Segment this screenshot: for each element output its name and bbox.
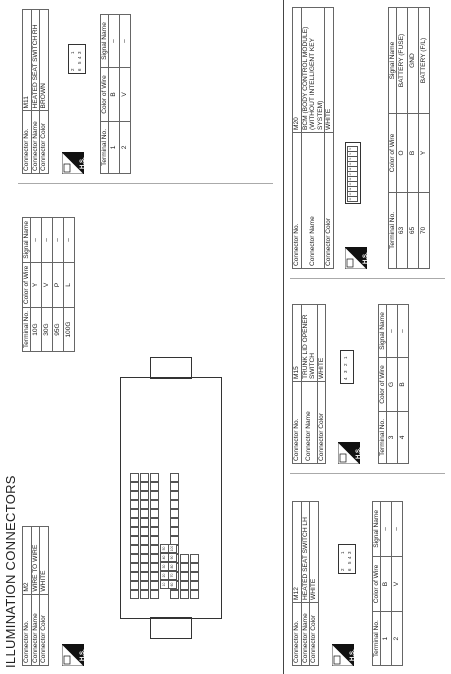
m11-r1-t: 2 (120, 121, 131, 173)
m12-header-table (292, 501, 319, 666)
table-row (120, 15, 131, 174)
m20-pin: 64 (347, 186, 358, 192)
m2-pin (150, 536, 159, 545)
m11-connector-name-label: Connector Name (31, 111, 40, 174)
m2-pin (170, 518, 179, 527)
m2-pin (130, 491, 139, 500)
m20-r2-c: Y (419, 114, 430, 193)
m12-pin-5: 5 (347, 561, 352, 564)
m20-header-table (292, 7, 334, 269)
m15-r1-c: B (398, 358, 409, 412)
m2-pin-label: 60 (168, 580, 177, 589)
m2-pin (140, 527, 149, 536)
m2-r0-s: – (31, 218, 42, 263)
m2-pin (190, 590, 199, 599)
m2-r3-c: L (64, 262, 75, 307)
m11-pin-5: 5 (77, 61, 82, 64)
m2-pin (130, 518, 139, 527)
m2-r1-t: 30G (42, 308, 53, 352)
m2-pin (180, 563, 189, 572)
m2-pin (170, 527, 179, 536)
m11-r0-c: B (109, 68, 120, 122)
m2-th-color: Color of Wire (23, 262, 31, 307)
m2-r2-t: 95G (53, 308, 64, 352)
m2-pin (130, 500, 139, 509)
m15-th-color: Color of Wire (379, 358, 387, 412)
m2-signal-table (22, 217, 75, 352)
m15-pin-2: 2 (343, 363, 348, 366)
m2-pin (180, 554, 189, 563)
m2-connector-no-label: Connector No. (23, 594, 32, 665)
m12-th-signal: Signal Name (373, 502, 381, 557)
m2-pin (150, 563, 159, 572)
m2-pin (150, 491, 159, 500)
m2-r0-t: 10G (31, 308, 42, 352)
m20-r1-s: GND (408, 8, 419, 114)
m2-header-table (22, 526, 49, 666)
m2-pin (130, 581, 139, 590)
m2-pin-label: 100 (168, 544, 177, 553)
m11-header-table (22, 9, 49, 174)
m2-pin (130, 563, 139, 572)
m15-header-table (292, 304, 326, 464)
table-row (398, 305, 409, 464)
m2-pin (180, 581, 189, 590)
m2-pin (150, 509, 159, 518)
table-row (53, 218, 64, 352)
m11-r0-t: 1 (109, 121, 120, 173)
table-row (397, 8, 408, 269)
m2-pin (130, 473, 139, 482)
m2-pin-label: 40 (160, 553, 169, 562)
m2-pin (140, 563, 149, 572)
m15-pin-1: 1 (343, 356, 348, 359)
m2-pin (140, 554, 149, 563)
m11-signal-table (100, 14, 131, 174)
m11-th-color: Color of Wire (101, 68, 109, 122)
m2-pin (170, 491, 179, 500)
page-title: ILLUMINATION CONNECTORS (3, 475, 18, 668)
m20-r0-c: O (397, 114, 408, 193)
m2-pin (140, 482, 149, 491)
m2-connector-no: M2 (23, 527, 32, 595)
m15-th-terminal: Terminal No. (379, 411, 387, 463)
m2-pin (140, 491, 149, 500)
m15-connector-no-label: Connector No. (293, 382, 302, 464)
m12-pin-4: 4 (347, 556, 352, 559)
m2-pin (140, 500, 149, 509)
m2-pin (140, 545, 149, 554)
m12-th-terminal: Terminal No. (373, 612, 381, 666)
m20-pin: 69 (347, 161, 358, 167)
m2-pin (140, 473, 149, 482)
m2-r3-s: – (64, 218, 75, 263)
m11-connector-name: HEATED SEAT SWITCH RH (31, 10, 40, 111)
m2-pin (140, 509, 149, 518)
m15-connector-name-label: Connector Name (301, 382, 317, 464)
m20-connector-color: WHITE (325, 8, 334, 133)
m20-th-signal: Signal Name (389, 8, 397, 114)
m2-connector-name-label: Connector Name (31, 594, 40, 665)
m2-pin (190, 581, 199, 590)
m20-pin: 66 (347, 176, 358, 182)
m11-pin-2: 2 (70, 68, 75, 71)
m11-connector-color-label: Connector Color (40, 111, 49, 174)
m15-r0-t: 3 (387, 411, 398, 463)
m12-r0-s: – (381, 502, 392, 557)
m15-hs-label: H.S. (356, 447, 362, 459)
m20-signal-table (388, 7, 430, 269)
m2-pin-label: 50 (160, 544, 169, 553)
m12-connector-no-label: Connector No. (293, 602, 302, 665)
m12-pin-6: 6 (347, 568, 352, 571)
m12-r0-c: B (381, 556, 392, 612)
m15-r1-t: 4 (398, 411, 409, 463)
m20-r1-t: 65 (408, 192, 419, 268)
m2-pin-label: 10 (160, 580, 169, 589)
m20-pin: 70 (347, 156, 358, 162)
table-row (408, 8, 419, 269)
m2-pin (130, 572, 139, 581)
m2-pin (150, 554, 159, 563)
m2-hs-label: H.S. (80, 649, 86, 661)
m11-th-signal: Signal Name (101, 15, 109, 68)
m15-connector-color-label: Connector Color (317, 382, 326, 464)
m11-pin-3: 3 (77, 51, 82, 54)
m11-hs-label: H.S. (80, 157, 86, 169)
m20-r0-s: BATTERY (FUSE) (397, 8, 408, 114)
column-divider (290, 278, 445, 279)
m2-connector-name: WIRE TO WIRE (31, 527, 40, 595)
m2-pin (140, 536, 149, 545)
m20-th-terminal: Terminal No. (389, 192, 397, 268)
m2-pin (140, 518, 149, 527)
m2-pin (190, 563, 199, 572)
m2-pin (150, 545, 159, 554)
m2-pin (150, 518, 159, 527)
m11-th-terminal: Terminal No. (101, 121, 109, 173)
m15-connector-color: WHITE (317, 305, 326, 382)
m11-connector-no: M11 (23, 10, 32, 111)
m12-connector-name-label: Connector Name (301, 602, 310, 665)
m2-pin (130, 545, 139, 554)
m2-pin (150, 590, 159, 599)
m2-pin (180, 590, 189, 599)
m20-r2-s: BATTERY (F/L) (419, 8, 430, 114)
m2-pin-label: 70 (168, 571, 177, 580)
m2-connector-color-label: Connector Color (40, 594, 49, 665)
m2-pin (140, 572, 149, 581)
m12-r1-t: 2 (392, 612, 403, 666)
m20-pin: 63 (347, 191, 358, 197)
m11-pin-6: 6 (77, 68, 82, 71)
m12-pin-1: 1 (340, 551, 345, 554)
m20-r1-c: B (408, 114, 419, 193)
m2-pin (130, 536, 139, 545)
column-divider (18, 183, 273, 184)
m15-th-signal: Signal Name (379, 305, 387, 358)
m2-r2-s: – (53, 218, 64, 263)
table-row (381, 502, 392, 666)
m2-r0-c: Y (31, 262, 42, 307)
m2-pin-label: 90 (168, 553, 177, 562)
m2-connector-tab-left (150, 617, 192, 639)
m2-pin (130, 554, 139, 563)
m11-pin-1: 1 (70, 51, 75, 54)
m15-r0-c: G (387, 358, 398, 412)
m2-pin (170, 473, 179, 482)
m2-pin (150, 473, 159, 482)
table-row (109, 15, 120, 174)
m2-pin (140, 581, 149, 590)
m20-connector-no-label: Connector No. (293, 133, 302, 269)
m20-th-color: Color of Wire (389, 114, 397, 193)
table-row (419, 8, 430, 269)
m2-pin (130, 482, 139, 491)
m2-r3-t: 100G (64, 308, 75, 352)
section-divider (283, 0, 284, 674)
m2-pin (150, 572, 159, 581)
table-row (64, 218, 75, 352)
m20-connector-color-label: Connector Color (325, 133, 334, 269)
m20-connector-name: BCM (BODY CONTROL MODULE) (WITHOUT INTELLIGENT KEY SYSTEM) (301, 8, 325, 133)
m2-pin (180, 572, 189, 581)
m2-pin (150, 581, 159, 590)
m20-pin: 67 (347, 171, 358, 177)
m11-connector-color: BROWN (40, 10, 49, 111)
m2-pin (150, 500, 159, 509)
m2-pin (170, 590, 179, 599)
m2-pin (140, 590, 149, 599)
m12-r1-c: V (392, 556, 403, 612)
table-row (387, 305, 398, 464)
m2-pin (150, 527, 159, 536)
m2-connector-color: WHITE (40, 527, 49, 595)
m2-pin-label: 20 (160, 571, 169, 580)
m11-connector-no-label: Connector No. (23, 111, 32, 174)
m15-pin-3: 3 (343, 370, 348, 373)
m12-connector-no: M12 (293, 502, 302, 603)
m20-pin: 68 (347, 166, 358, 172)
m20-connector-name-label: Connector Name (301, 133, 325, 269)
m12-signal-table (372, 501, 403, 666)
m20-r2-t: 70 (419, 192, 430, 268)
m2-th-signal: Signal Name (23, 218, 31, 263)
m12-r1-s: – (392, 502, 403, 557)
m11-r1-c: V (120, 68, 131, 122)
m2-pin (170, 500, 179, 509)
m12-connector-color: WHITE (310, 502, 319, 603)
m11-r0-s: – (109, 15, 120, 68)
m12-connector-name: HEATED SEAT SWITCH LH (301, 502, 310, 603)
m2-pin-label: 30 (160, 562, 169, 571)
m2-pin (190, 572, 199, 581)
column-divider (290, 473, 445, 474)
m2-pin (130, 527, 139, 536)
table-row (42, 218, 53, 352)
m2-connector-tab-right (150, 357, 192, 379)
m12-connector-color-label: Connector Color (310, 602, 319, 665)
m20-r0-t: 63 (397, 192, 408, 268)
m20-connector-no: M20 (293, 8, 302, 133)
m11-r1-s: – (120, 15, 131, 68)
m15-r0-s: – (387, 305, 398, 358)
m2-pin (190, 554, 199, 563)
m15-pin-4: 4 (343, 377, 348, 380)
m20-pin: 65 (347, 181, 358, 187)
m12-th-color: Color of Wire (373, 556, 381, 612)
m15-connector-no: M15 (293, 305, 302, 382)
m2-pin (170, 482, 179, 491)
m20-hs-label: H.S. (363, 252, 369, 264)
m15-r1-s: – (398, 305, 409, 358)
m2-r1-s: – (42, 218, 53, 263)
m2-r2-c: P (53, 262, 64, 307)
m12-r0-t: 1 (381, 612, 392, 666)
m2-pin (170, 509, 179, 518)
table-row (392, 502, 403, 666)
m2-pin-label: 80 (168, 562, 177, 571)
m15-connector-name: TRUNK LID OPENER SWITCH (301, 305, 317, 382)
m2-pin (130, 590, 139, 599)
m12-pin-2: 2 (340, 568, 345, 571)
m15-signal-table (378, 304, 409, 464)
m2-pin (130, 509, 139, 518)
m11-pin-4: 4 (77, 56, 82, 59)
m2-th-terminal: Terminal No. (23, 308, 31, 352)
m12-pin-3: 3 (347, 551, 352, 554)
m20-pin: 71 (347, 151, 358, 157)
table-row (31, 218, 42, 352)
m20-pin: 62 (347, 196, 358, 202)
m2-r1-c: V (42, 262, 53, 307)
m12-hs-label: H.S. (350, 649, 356, 661)
m20-pin: 72 (347, 146, 358, 152)
m2-pin (150, 482, 159, 491)
